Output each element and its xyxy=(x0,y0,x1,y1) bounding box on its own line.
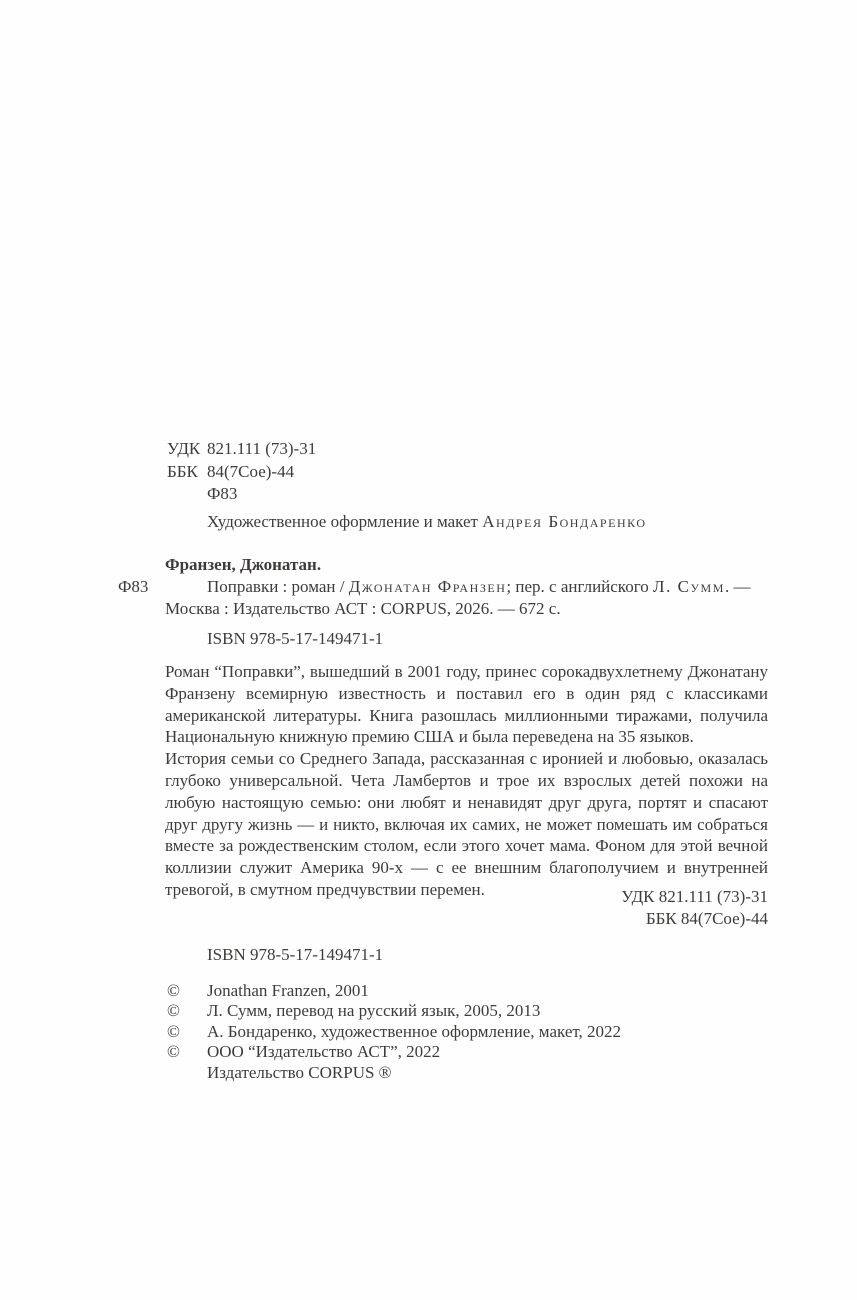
copyright-row xyxy=(167,1001,621,1021)
publisher-corpus-text: Издательство CORPUS ® xyxy=(207,1062,392,1082)
catalog-codes-top xyxy=(167,438,316,506)
bib-margin-sign: Ф83 xyxy=(118,577,149,596)
author-sign-row xyxy=(167,483,316,506)
copyright-list xyxy=(167,981,621,1083)
annotation-block xyxy=(165,661,768,901)
isbn-top: ISBN 978-5-17-149471-1 xyxy=(207,629,384,648)
isbn-bottom: ISBN 978-5-17-149471-1 xyxy=(207,945,384,964)
copyright-row xyxy=(167,981,621,1001)
copyright-symbol xyxy=(167,1063,207,1083)
bib-entry-part: Поправки : роман / xyxy=(207,577,349,596)
copyright-text: А. Бондаренко, художественное оформление, макет, 2022 xyxy=(207,1021,622,1041)
design-credit-line xyxy=(207,511,647,533)
bbk-row xyxy=(167,461,316,484)
copyright-symbol: © xyxy=(167,981,180,1000)
bbk-bottom: ББК 84(7Сое)-44 xyxy=(645,909,768,928)
bbk-label: ББК xyxy=(167,461,198,481)
copyright-symbol: © xyxy=(167,1001,180,1021)
copyright-symbol: © xyxy=(167,1042,180,1062)
copyright-text: Jonathan Franzen, 2001 xyxy=(207,981,369,1000)
bib-author-name: Джонатан Франзен xyxy=(348,577,507,596)
copyright-row xyxy=(167,1042,621,1062)
copyright-symbol: © xyxy=(167,1021,180,1041)
author-sign: Ф83 xyxy=(207,484,238,503)
catalog-codes-bottom xyxy=(165,886,768,930)
bib-entry-part: . — Москва : Издательство АСТ : CORPUS, 2026. — 672 с. xyxy=(165,577,751,618)
annotation-paragraph-1: Роман “Поправки”, вышедший в 2001 году, принес сорокадвухлетнему Джонатану Франзену всемирную известность и поставил его в один ряд с классиками американской литературы. Книга разошлась миллионными тиражами, получила Национальную книжную премию США и была переведена на 35 языков. xyxy=(165,662,768,747)
copyright-text: ООО “Издательство АСТ”, 2022 xyxy=(207,1042,441,1062)
bib-entry-part: ; пер. с английского xyxy=(506,577,654,596)
annotation-paragraph-2: История семьи со Среднего Запада, рассказанная с иронией и любовью, оказалась глубоко универсальной. Чета Ламбертов и трое их взрослых детей похожи на любую настоящую семью: они любят и ненавидят друг друга, портят и спасают друг другу жизнь — и никто, включая их самих, не может помешать им собраться вместе за рождественским столом, если этого хочет мама. Фоном для этой вечной коллизии служит Америка 90-х — с ее внешним благополучием и внутренней тревогой, в смутном предчувствии перемен. xyxy=(165,749,768,899)
udk-label: УДК xyxy=(167,439,201,458)
udk-bottom: УДК 821.111 (73)-31 xyxy=(621,887,768,906)
udk-row xyxy=(167,438,316,461)
copyright-row xyxy=(167,1022,621,1042)
bib-author-header: Франзен, Джонатан. xyxy=(165,555,322,574)
bib-entry xyxy=(165,576,771,620)
designer-name: Андрея Бондаренко xyxy=(482,512,647,531)
udk-value: 821.111 (73)-31 xyxy=(207,439,317,458)
design-credit-text: Художественное оформление и макет xyxy=(207,512,483,531)
copyright-text: Л. Сумм, перевод на русский язык, 2005, 2013 xyxy=(207,1001,541,1021)
bbk-value: 84(7Сое)-44 xyxy=(207,461,295,481)
copyright-row xyxy=(167,1063,621,1083)
author-sign-spacer xyxy=(167,483,207,506)
bib-translator-name: Л. Сумм xyxy=(653,577,725,596)
